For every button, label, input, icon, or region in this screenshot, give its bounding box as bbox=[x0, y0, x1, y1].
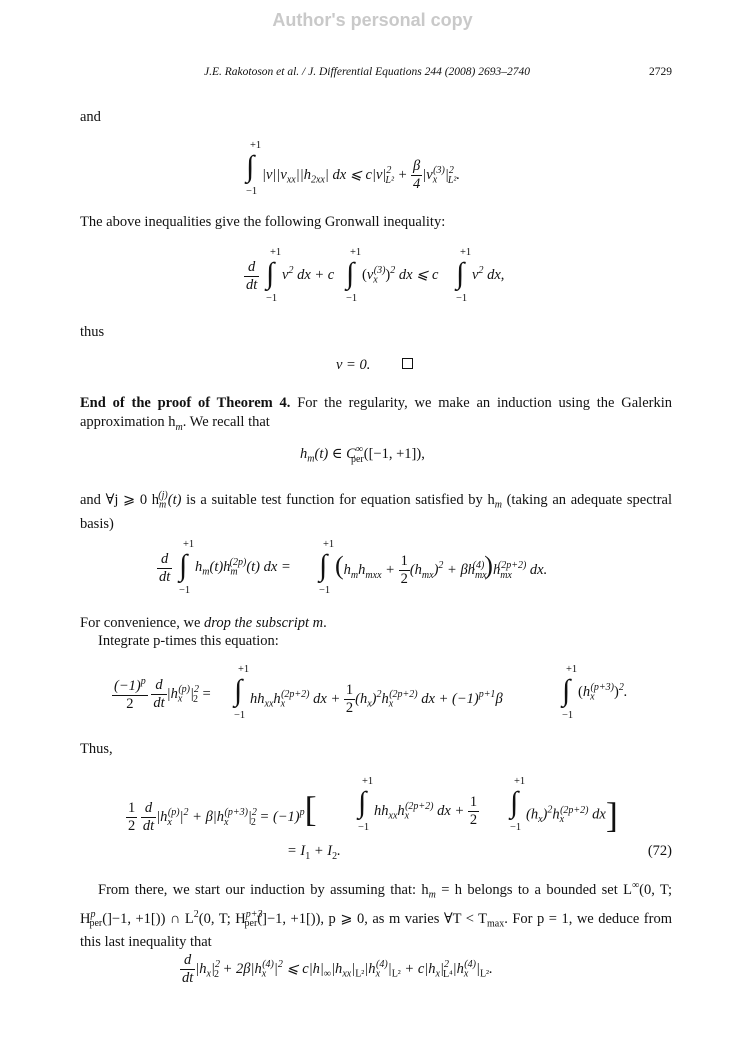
proof-text-sub: m bbox=[175, 421, 183, 433]
and-text: and bbox=[80, 109, 101, 125]
convenience-paragraph bbox=[80, 614, 672, 633]
proof-text: For the regularity, we make an induction using the Galerkin approximation h bbox=[80, 395, 672, 430]
equation-number-72: (72) bbox=[647, 843, 672, 859]
thus-cap-text: Thus, bbox=[80, 741, 113, 757]
from-there-d: (]−1, +1[)) ∩ L bbox=[102, 910, 194, 927]
convenience-b: . bbox=[323, 615, 327, 631]
proof-paragraph bbox=[80, 394, 672, 437]
i-sum-c: . bbox=[337, 843, 341, 859]
integrate-paragraph: Integrate p-times this equation: bbox=[98, 633, 279, 649]
from-there-c: (0, T; H bbox=[80, 881, 673, 927]
watermark: Author's personal copy bbox=[272, 10, 473, 30]
v-zero-text: v = 0. bbox=[336, 357, 371, 373]
equation-final: $\frac{d}{dt}$ $|h_x|^2_2 + 2\beta|h_x^{(4)}|^2$ ⩽ $c|h|_\infty|h_{xx}|_{L^2}|h_x^{(4)}|_{L^2} + c|h_x|^2_{L^4}|h_x^{(4)}|_{L^2}$. bbox=[182, 952, 493, 986]
test-fn-c: (taking an adequate spectral basis) bbox=[80, 491, 672, 532]
i-sum-b: + I bbox=[310, 843, 333, 859]
equation-72-second-line: = $I_1 + I_2$. bbox=[287, 843, 341, 862]
equation-1: +1 ∫ −1 $|v||v_{xx}||h_{2xx}|$ dx ⩽ $c|v|^2_{L^2}$ + $\frac{\beta}{4}$ $|v_x^{(3)}|^2_{L^2}$. bbox=[246, 140, 460, 197]
from-there-b: = h belongs to a bounded set L bbox=[435, 881, 632, 898]
convenience-a: For convenience, we bbox=[80, 615, 205, 631]
from-there-a: From there, we start our induction by assuming that: h bbox=[98, 881, 429, 898]
from-there-f: (]−1, +1[)), p ⩾ 0, as m varies ∀T < T bbox=[257, 910, 487, 927]
convenience-em: drop the subscript m bbox=[204, 615, 324, 631]
equation-72: $\frac{1}{2}$ $\frac{d}{dt}$ $|h_x^{(p)}|^2 + \beta|h_x^{(p+3)}|^2_2 = (-1)^p$[ +1 ∫ −1 $hh_{xx}h_x^{(2p+2)}$ dx + $\frac{1}{2}$ +1 ∫ −1 $(h_x)^2h_x^{(2p+2)}$ dx] bbox=[128, 776, 618, 835]
proof-text-end: . We recall that bbox=[182, 414, 270, 430]
equation-galerkin: $\frac{d}{dt}$ +1 ∫ −1 $h_m(t)h_m^{(2p)}(t)$ dx = +1 ∫ −1 ($h_mh_{mxx}$ + $\frac{1}{2}$ $(h_{mx})^2 + \beta h_{mx}^{(4)})h_{mx}^{(2p+2)}$ dx. bbox=[159, 539, 548, 596]
equation-integrated: $\frac{(-1)^p}{2}$ $\frac{d}{dt}$ $|h_x^{(p)}|^2_2$ = +1 ∫ −1 $hh_{xx}h_x^{(2p+2)}$ dx + $\frac{1}{2}$ $(h_x)^2h_x^{(2p+2)}$ dx + $(-1)^{p+1}\beta$ +1 ∫ −1 $(h_x^{(p+3)})^2$. bbox=[114, 664, 628, 721]
equation-v-zero bbox=[336, 357, 413, 374]
from-there-paragraph: From there, we start our induction by assuming that: $h_m = h$ belongs to a bounded set L∞(0, T; $H^p_{per}(]-1$, +1[)) ∩ $L^2(0$, T; $H^{p+3}_{per}(]-1$, +1[)), p ⩾ 0, as m varies ∀T < $T_{max}$. For p = 1, we deduce from this last inequality that bbox=[80, 880, 673, 951]
thus-text: thus bbox=[80, 324, 105, 340]
i-sum-a: = I bbox=[287, 843, 306, 859]
page-number: 2729 bbox=[649, 66, 672, 78]
from-there-e: (0, T; H bbox=[198, 910, 246, 927]
equation-galerkin-space: $h_m(t)$ ∈ $C^\infty_{per}([-1$, +1]), bbox=[300, 444, 425, 465]
running-head: J.E. Rakotoson et al. / J. Differential Equations 244 (2008) 2693–2740 bbox=[204, 66, 531, 78]
test-fn-b: is a suitable test function for equation satisfied by h bbox=[181, 491, 495, 508]
qed-square-icon bbox=[402, 358, 413, 369]
test-fn-a: and ∀j ⩾ 0 h bbox=[80, 491, 160, 508]
test-function-paragraph: and ∀j ⩾ 0 $h_m^{(j)}(t)$ is a suitable test function for equation satisfied by $h_m$ (taking an adequate spectral basis) bbox=[80, 490, 672, 532]
paragraph-and bbox=[80, 108, 672, 127]
proof-heading: End of the proof of Theorem 4. bbox=[80, 395, 291, 411]
from-there-g: . For p = 1, we deduce from this last inequality that bbox=[80, 910, 672, 951]
equation-gronwall: $\frac{d}{dt}$ +1 ∫ −1 $v^2$ dx + c +1 ∫ −1 $(v_x^{(3)})^2$ dx ⩽ c +1 ∫ −1 $v^2$ dx, bbox=[246, 247, 505, 304]
gronwall-intro: The above inequalities give the following Gronwall inequality: bbox=[80, 214, 446, 230]
